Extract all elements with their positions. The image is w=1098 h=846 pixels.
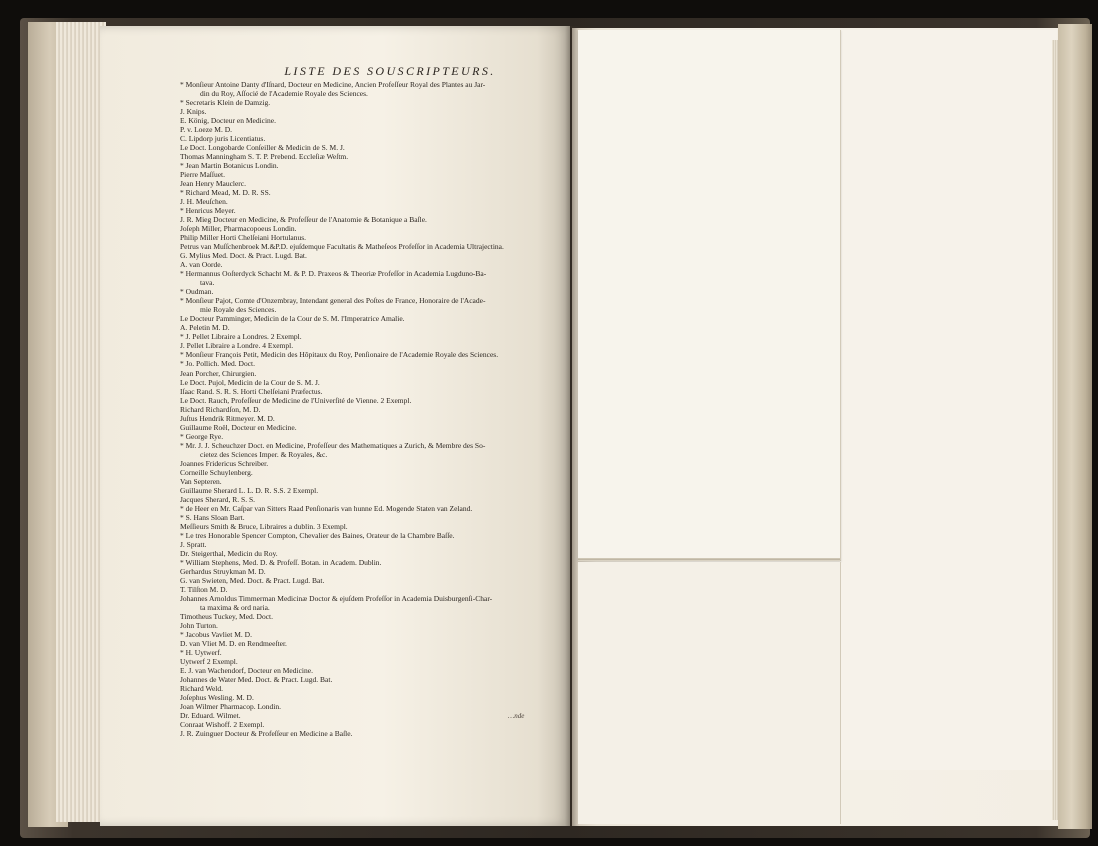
- subscriber-entry: Jean Henry Mauclerc.: [180, 179, 247, 189]
- subscriber-entry: Le Doct. Pujol, Medicin de la Cour de S. M. J.: [180, 377, 320, 387]
- subscriber-entry: mie Royale des Sciences.: [200, 305, 277, 315]
- folded-insert-bottom: [578, 562, 841, 824]
- subscriber-entry: din du Roy, Aſſocié de l'Academie Royale des Sciences.: [200, 89, 368, 99]
- subscriber-entry: Philip Miller Horti Chelſeiani Hortulanus.: [180, 233, 307, 243]
- subscriber-entry: * Secretaris Klein de Damzig.: [180, 98, 271, 108]
- subscriber-entry: Guillaume Sherard L. L. D. R. S.S. 2 Exempl.: [180, 485, 319, 495]
- subscriber-entry: * H. Uytwerf.: [180, 647, 222, 657]
- folded-insert-top: [578, 30, 841, 561]
- subscriber-entry: * S. Hans Sloan Bart.: [180, 512, 245, 522]
- subscriber-entry: Le Doct. Longobarde Conſeiller & Medicin de S. M. J.: [180, 143, 345, 153]
- left-page-edges: [56, 22, 106, 822]
- subscriber-entry: Joſeph Miller, Pharmacopoeus Londin.: [180, 224, 297, 234]
- subscriber-entry: * Jacobus Vavliet M. D.: [180, 629, 252, 639]
- subscriber-entry: Joannes Fridericus Schreiber.: [180, 458, 269, 468]
- subscriber-entry: Richard Richardſon, M. D.: [180, 404, 261, 414]
- subscriber-entry: Van Septeren.: [180, 476, 222, 486]
- subscriber-entry: J. Knips.: [180, 107, 207, 117]
- subscriber-entry: Johannes Arnoldus Timmerman Medicinæ Doctor & ejuſdem Profeſſor in Academia Duisburgenſi-Char-: [180, 593, 493, 603]
- subscriber-entry: Petrus van Muſſchenbroek M.&P.D. ejuſdemque Facultatis & Matheſeos Profeſſor in Academia Ultrajectina.: [180, 242, 504, 252]
- subscriber-entry: G. van Swieten, Med. Doct. & Pract. Lugd. Bat.: [180, 575, 325, 585]
- subscriber-entry: A. Peletin M. D.: [180, 323, 230, 333]
- subscriber-entry: Gerhardus Struykman M. D.: [180, 566, 266, 576]
- right-cover: [1058, 24, 1092, 829]
- subscriber-entry: C. Lipdorp juris Licentiatus.: [180, 134, 266, 144]
- subscriber-entry: J. H. Meuſchen.: [180, 197, 228, 207]
- book-gutter: [565, 26, 579, 826]
- subscriber-entry: Joſephus Wesling. M. D.: [180, 693, 254, 703]
- subscriber-entry: * Monſieur Pajot, Comte d'Onzembray, Intendant general des Poſtes de France, Honoraire de l'Acade-: [180, 296, 486, 306]
- page-title: LISTE DES SOUSCRIPTEURS.: [284, 64, 496, 78]
- subscriber-entry: E. J. van Wachendorf, Docteur en Medicine.: [180, 666, 313, 676]
- subscriber-entry: Dr. Eduard. Wilmet.: [180, 711, 241, 721]
- subscriber-entry: Juſtus Hendrik Ritmeyer. M. D.: [180, 413, 275, 423]
- subscriber-entry: Jean Porcher, Chirurgien.: [180, 368, 257, 378]
- subscriber-entry: cietez des Sciences Imper. & Royales, &c.: [200, 449, 328, 459]
- subscriber-entry: P. v. Loeze M. D.: [180, 125, 233, 135]
- subscriber-entry: Jacques Sherard, R. S. S.: [180, 494, 255, 504]
- subscriber-entry: Thomas Manningham S. T. P. Prebend. Eccleſiæ Weſtm.: [180, 152, 349, 162]
- subscriber-entry: J. R. Mieg Docteur en Medicine, & Profeſſeur de l'Anatomie & Botanique a Baſle.: [180, 215, 427, 225]
- subscriber-entry: * Jo. Pollich. Med. Doct.: [180, 359, 255, 369]
- subscriber-entry: John Turton.: [180, 620, 218, 630]
- subscriber-entry: J. R. Zuinguer Docteur & Profeſſeur en Medicine a Baſle.: [180, 729, 353, 739]
- subscriber-entry: * Hermannus Ooſterdyck Schacht M. & P. D. Praxeos & Theoriæ Profeſſor in Academia Lugduno-Ba-: [180, 269, 487, 279]
- subscriber-entry: ta maxima & ord naria.: [200, 602, 270, 612]
- subscriber-entry: * George Rye.: [180, 431, 224, 441]
- subscriber-entry: T. Tilſton M. D.: [180, 584, 228, 594]
- subscriber-entry: Le Docteur Pamminger, Medicin de la Cour de S. M. l'Imperatrice Amalie.: [180, 314, 405, 324]
- subscriber-entry: J. Spratt.: [180, 539, 207, 549]
- subscriber-entry: Corneille Schuylenberg.: [180, 467, 253, 477]
- right-page-margin: [841, 30, 1057, 770]
- subscriber-entry: Guillaume Roël, Docteur en Medicine.: [180, 422, 297, 432]
- subscriber-entry: * William Stephens, Med. D. & Profeſſ. Botan. in Academ. Dublin.: [180, 557, 382, 567]
- subscriber-entry: Pierre Maſſuet.: [180, 170, 225, 180]
- subscriber-entry: D. van Vliet M. D. en Rendmeeſter.: [180, 638, 287, 648]
- subscriber-entry: Meſſieurs Smith & Bruce, Libraires a dublin. 3 Exempl.: [180, 521, 348, 531]
- subscriber-entry: * Monſieur François Petit, Medicin des Hôpitaux du Roy, Penſionaire de l'Academie Royale des Sciences.: [180, 350, 499, 360]
- subscriber-entry: J. Pellet Libraire a Londre. 4 Exempl.: [180, 341, 294, 351]
- subscriber-entry: Joan Wilmer Pharmacop. Londin.: [180, 702, 281, 712]
- subscriber-entry: Dr. Steigerthal, Medicin du Roy.: [180, 548, 278, 558]
- subscriber-entry: Conraat Wishoff. 2 Exempl.: [180, 720, 265, 730]
- subscriber-entry: * Monſieur Antoine Danty d'Iſnard, Docteur en Medicine, Ancien Profeſſeur Royal des Plantes au Jar-: [180, 80, 486, 89]
- subscriber-entry: Richard Weld.: [180, 684, 223, 694]
- subscriber-list: [180, 80, 564, 738]
- subscriber-entry: Timotheus Tuckey, Med. Doct.: [180, 611, 273, 621]
- subscriber-entry: * Richard Mead, M. D. R. SS.: [180, 188, 271, 198]
- subscriber-entry: Le Doct. Rauch, Profeſſeur de Medicine de l'Univerſité de Vienne. 2 Exempl.: [180, 395, 412, 405]
- subscriber-entry: * Oudman.: [180, 287, 214, 297]
- subscriber-entry: Iſaac Rand. S. R. S. Horti Chelſeiani Præfectus.: [180, 386, 323, 396]
- subscriber-entry: * Jean Martin Botanicus Londin.: [180, 161, 279, 171]
- subscriber-entry: * Mr. J. J. Scheuchzer Doct. en Medicine, Profeſſeur des Mathematiques a Zurich, & Membre des So-: [180, 440, 486, 450]
- subscriber-entry: * Henricus Meyer.: [180, 206, 236, 216]
- subscriber-entry: * Le tres Honorable Spencer Compton, Chevalier des Baines, Orateur de la Chambre Baſſe.: [180, 530, 455, 540]
- subscriber-entry: A. van Oorde.: [180, 260, 223, 270]
- subscriber-entry: * de Heer en Mr. Caſpar van Sitters Raad Penſionaris van hunne Ed. Mogende Staten van Zeland.: [180, 503, 473, 513]
- subscriber-entry: G. Mylius Med. Doct. & Pract. Lugd. Bat.: [180, 251, 307, 261]
- subscriber-entry: * J. Pellet Libraire a Londres. 2 Exempl.: [180, 332, 302, 342]
- subscriber-entry: Uytwerf 2 Exempl.: [180, 657, 238, 666]
- subscriber-entry: tava.: [200, 278, 215, 288]
- subscriber-entry: E. König, Docteur en Medicine.: [180, 116, 277, 126]
- subscriber-entry: Johannes de Water Med. Doct. & Pract. Lugd. Bat.: [180, 675, 333, 685]
- insert-fold-line: [578, 558, 840, 561]
- catchword: …nde: [508, 712, 525, 720]
